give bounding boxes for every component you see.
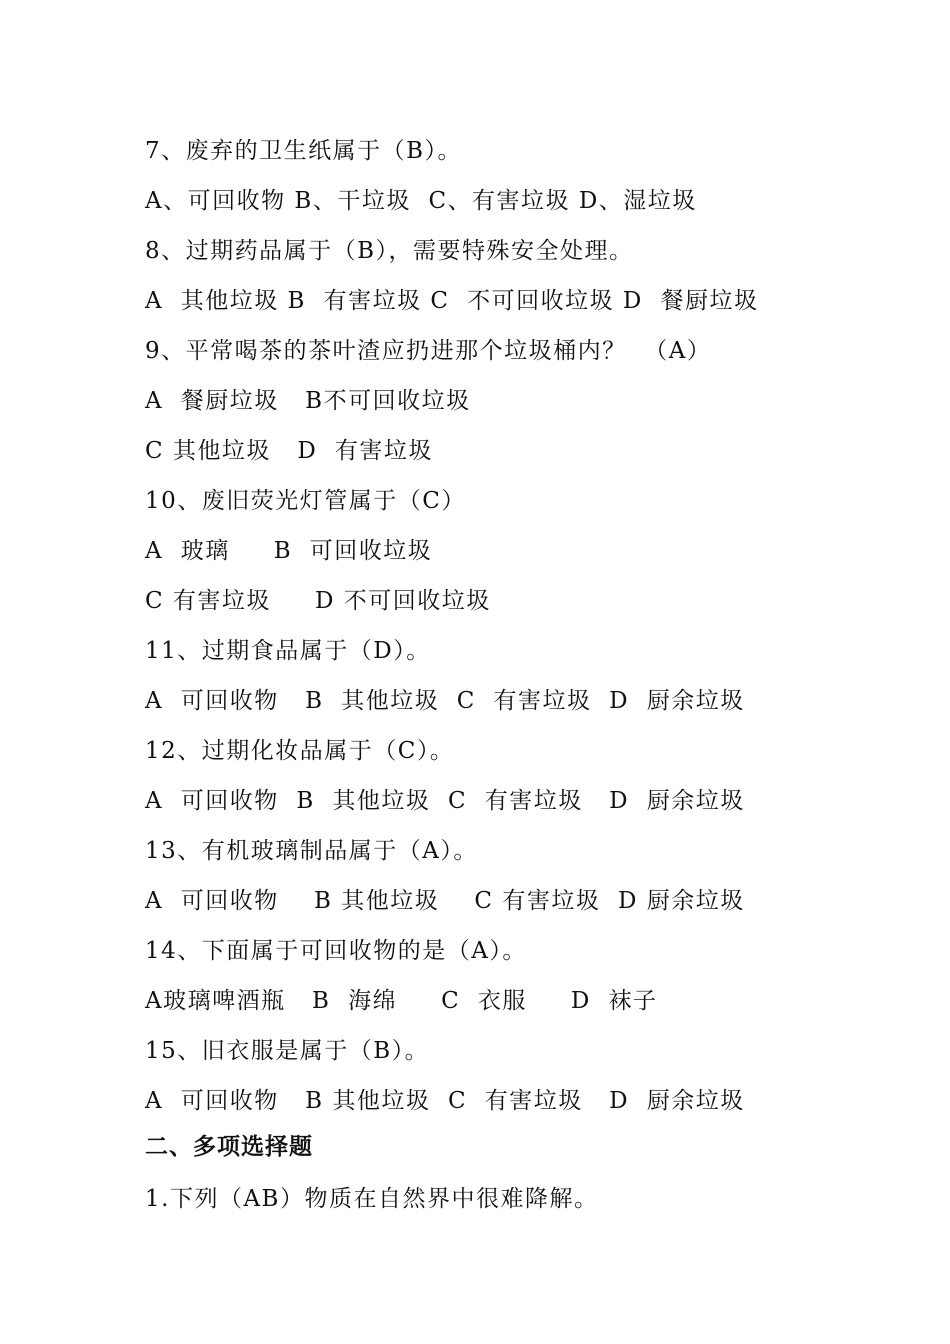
question-13: 13、有机玻璃制品属于（A）。 <box>145 838 478 864</box>
question-8-options: A 其他垃圾 B 有害垃圾 C 不可回收垃圾 D 餐厨垃圾 <box>145 288 759 314</box>
question-7: 7、废弃的卫生纸属于（B）。 <box>145 138 463 164</box>
question-15: 15、旧衣服是属于（B）。 <box>145 1038 430 1064</box>
question-12: 12、过期化妆品属于（C）。 <box>145 738 455 764</box>
question-9-options-ab: A 餐厨垃圾 B不可回收垃圾 <box>145 388 471 414</box>
question-13-options: A 可回收物 B 其他垃圾 C 有害垃圾 D 厨余垃圾 <box>145 888 745 914</box>
question-8: 8、过期药品属于（B），需要特殊安全处理。 <box>145 238 634 264</box>
question-7-options: A、可回收物 B、干垃圾 C、有害垃圾 D、湿垃圾 <box>145 188 697 214</box>
question-9: 9、平常喝茶的茶叶渣应扔进那个垃圾桶内？ （A） <box>145 338 712 364</box>
question-11: 11、过期食品属于（D）。 <box>145 638 431 664</box>
question-12-options: A 可回收物 B 其他垃圾 C 有害垃圾 D 厨余垃圾 <box>145 788 745 814</box>
question-11-options: A 可回收物 B 其他垃圾 C 有害垃圾 D 厨余垃圾 <box>145 688 745 714</box>
question-14: 14、下面属于可回收物的是（A）。 <box>145 938 527 964</box>
question-9-options-cd: C 其他垃圾 D 有害垃圾 <box>145 438 433 464</box>
section-heading: 二、多项选择题 <box>145 1134 313 1160</box>
question-10-options-cd: C 有害垃圾 D 不可回收垃圾 <box>145 588 491 614</box>
question-10: 10、废旧荧光灯管属于（C） <box>145 488 466 514</box>
multi-question-1: 1.下列（AB）物质在自然界中很难降解。 <box>145 1186 599 1212</box>
question-10-options-ab: A 玻璃 B 可回收垃圾 <box>145 538 433 564</box>
question-14-options: A玻璃啤酒瓶 B 海绵 C 衣服 D 袜子 <box>145 988 658 1014</box>
question-15-options: A 可回收物 B 其他垃圾 C 有害垃圾 D 厨余垃圾 <box>145 1088 745 1114</box>
